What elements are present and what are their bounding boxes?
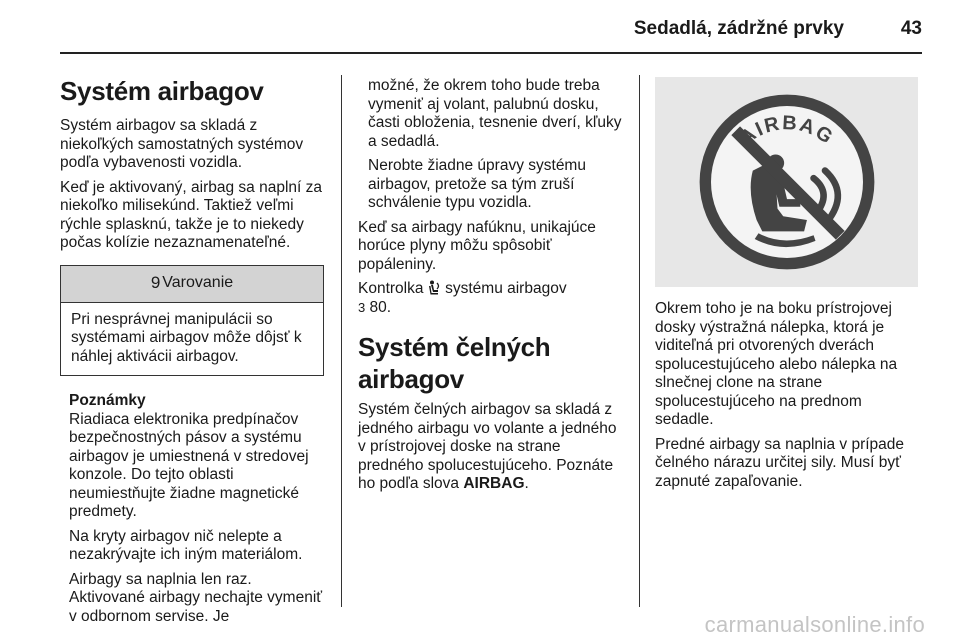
note-paragraph: Na kryty airbagov nič nelepte a nezakrývajte ich iným materiálom.: [69, 527, 303, 563]
page-header: [60, 0, 922, 54]
note-paragraph: Riadiaca elektronika predpínačov bezpečnostných pásov a systému airbagov je umiestnená v stredovej konzole. Do tejto oblasti neumiestňujte žiadne magnetické predmety.: [69, 410, 309, 520]
figure-airbag-label: AIRBAG: [735, 112, 838, 150]
warning-title: Varovanie: [162, 274, 234, 292]
header-title: Sedadlá, zádržné prvky: [633, 18, 844, 39]
column-divider-1: [341, 75, 342, 607]
warning-header: [61, 266, 323, 303]
paragraph: Okrem toho je na boku prístrojovej dosky výstražná nálepka, ktorá je viditeľná pri otvorených dverách spolucestujúceho alebo nálepka na slnečnej clone na strane spolucestujúceho na prednom sedadle.: [655, 300, 898, 428]
paragraph-indicator-ref: Kontrolka systému airbagov 3 80.: [358, 280, 567, 316]
warning-text: Pri nesprávnej manipulácii so systémami airbagov môže dôjsť k náhlej aktivácii airbagov.: [71, 310, 302, 365]
section-title-front-airbags: Systém čelných airbagov: [358, 332, 551, 394]
no-child-seat-airbag-icon: [692, 87, 882, 277]
paragraph: Nerobte žiadne úpravy systému airbagov, pretože sa tým zruší schválenie typu vozidla.: [368, 157, 586, 211]
page-reference[interactable]: 80.: [369, 298, 392, 316]
paragraph: Systém čelných airbagov sa skladá z jedného airbagu vo volante a jedného v prístrojovej doske na strane predného spolucestujúceho. Poznáte ho podľa slova AIRBAG.: [358, 401, 617, 492]
airbag-keyword: AIRBAG: [463, 475, 525, 492]
page-number: 43: [900, 18, 922, 39]
note-paragraph: Airbagy sa naplnia len raz. Aktivované airbagy nechajte vymeniť v odbornom servise. Je: [69, 570, 323, 625]
note-title: Poznámky: [69, 392, 146, 409]
watermark: carmanualsonline.info: [704, 612, 925, 637]
paragraph: Keď sa airbagy nafúknu, unikajúce horúce plyny môžu spôsobiť popáleniny.: [358, 218, 596, 273]
paragraph: možné, že okrem toho bude treba vymeniť aj volant, palubnú dosku, časti obloženia, tesnenie dverí, kľuky a sedadlá.: [368, 77, 622, 150]
airbag-warning-figure: [655, 77, 918, 287]
warning-box: [60, 265, 324, 377]
airbag-indicator-icon: [428, 280, 441, 295]
column-3: [655, 77, 920, 497]
section-title-airbag-system: Systém airbagov: [60, 76, 264, 106]
note-block: [60, 392, 325, 626]
page-reference-arrow-icon: 3: [358, 299, 366, 315]
column-divider-2: [639, 75, 640, 607]
column-1: [60, 75, 325, 632]
paragraph: Predné airbagy sa naplnia v prípade čelného nárazu určitej sily. Musí byť zapnuté zapaľovanie.: [655, 435, 905, 490]
paragraph: Systém airbagov sa skladá z niekoľkých samostatných systémov podľa vybavenosti vozidla.: [60, 117, 304, 171]
column-2: [358, 77, 628, 500]
warning-triangle-icon: 9: [150, 273, 161, 293]
paragraph: Keď je aktivovaný, airbag sa naplní za niekoľko milisekúnd. Taktiež veľmi rýchle splasknú, takže je to niekedy počas kolízie nezaznamenateľné.: [60, 178, 322, 251]
